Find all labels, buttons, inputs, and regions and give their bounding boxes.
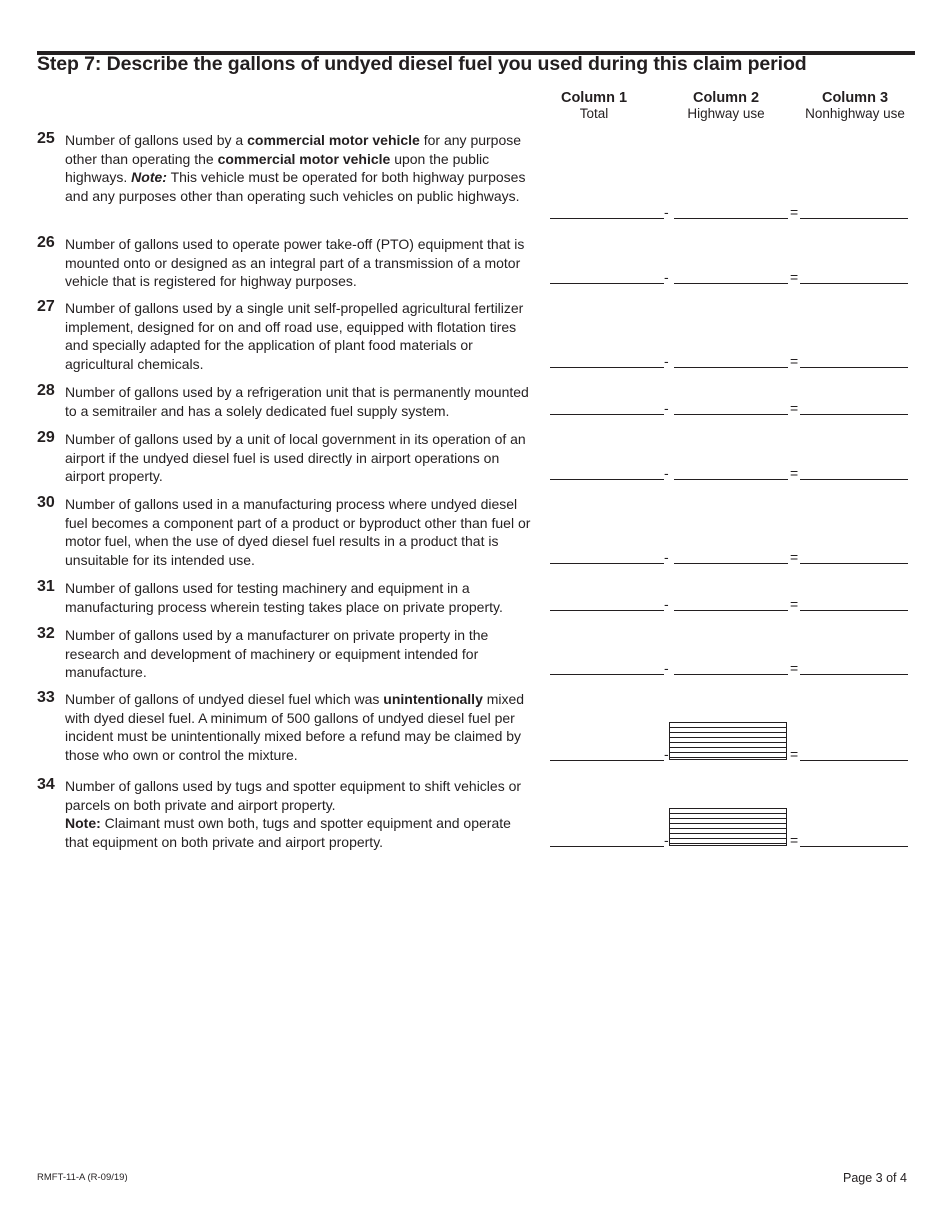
- description-text: Number of gallons used by a refrigeration unit that is permanently mounted to a semitrailer and has a solely dedicated fuel supply system.: [65, 384, 529, 419]
- minus-sign: -: [664, 832, 669, 848]
- line-30-column-1-field[interactable]: [550, 549, 664, 564]
- line-34-column-3-field[interactable]: [800, 832, 908, 847]
- line-31-column-2-field[interactable]: [674, 596, 788, 611]
- column-3-header: [795, 91, 915, 121]
- line-number: 26: [37, 234, 55, 251]
- column-1-subheading: Total: [579, 106, 609, 121]
- equals-sign: =: [790, 465, 799, 481]
- line-description: [65, 235, 537, 291]
- line-33-column-3-field[interactable]: [800, 746, 908, 761]
- line-28-column-3-field[interactable]: [800, 400, 908, 415]
- minus-sign: -: [664, 596, 669, 612]
- line-33-column-2-shaded: [669, 722, 787, 760]
- description-text: Number of gallons of undyed diesel fuel which was: [65, 691, 384, 707]
- line-description: [65, 690, 537, 765]
- line-31-column-3-field[interactable]: [800, 596, 908, 611]
- description-text: Number of gallons used by a manufacturer on private property in the research and development of machinery or equipment intended for manufacture.: [65, 627, 489, 681]
- minus-sign: -: [664, 353, 669, 369]
- line-description: [65, 299, 537, 374]
- description-text: Number of gallons used by a: [65, 132, 248, 148]
- line-26-column-3-field[interactable]: [800, 269, 908, 284]
- line-29-column-2-field[interactable]: [674, 465, 788, 480]
- line-description: [65, 495, 537, 570]
- minus-sign: -: [664, 746, 669, 762]
- equals-sign: =: [790, 549, 799, 565]
- line-33-column-1-field[interactable]: [550, 746, 664, 761]
- line-27-column-2-field[interactable]: [674, 353, 788, 368]
- equals-sign: =: [790, 746, 799, 762]
- line-number: 34: [37, 776, 55, 793]
- line-32-column-2-field[interactable]: [674, 660, 788, 675]
- line-30-column-2-field[interactable]: [674, 549, 788, 564]
- description-text: Number of gallons used by a unit of local government in its operation of an airport if the undyed diesel fuel is used directly in airport operations on airport property.: [65, 431, 526, 485]
- column-3-heading: Column 3: [821, 90, 889, 106]
- description-text: upon the public highways.: [65, 150, 490, 186]
- equals-sign: =: [790, 204, 799, 220]
- line-26-column-1-field[interactable]: [550, 269, 664, 284]
- emphasis-text: commercial motor vehicle: [217, 150, 391, 167]
- line-34-column-1-field[interactable]: [550, 832, 664, 847]
- line-description: [65, 131, 537, 206]
- column-2-heading: Column 2: [692, 90, 760, 106]
- line-description: [65, 383, 537, 420]
- emphasis-text: Note:: [65, 815, 101, 832]
- description-text: Number of gallons used for testing machinery and equipment in a manufacturing process wherein testing takes place on private property.: [65, 580, 503, 615]
- step-title: Step 7: Describe the gallons of undyed diesel fuel you used during this claim period: [37, 53, 807, 75]
- line-number: 29: [37, 429, 55, 446]
- emphasis-text: Note:: [131, 169, 167, 186]
- column-1-heading: Column 1: [560, 90, 628, 106]
- line-description: [65, 626, 537, 682]
- equals-sign: =: [790, 353, 799, 369]
- equals-sign: =: [790, 269, 799, 285]
- line-25-column-2-field[interactable]: [674, 204, 788, 219]
- line-32-column-3-field[interactable]: [800, 660, 908, 675]
- minus-sign: -: [664, 269, 669, 285]
- column-3-subheading: Nonhighway use: [805, 106, 905, 121]
- line-number: 25: [37, 130, 55, 147]
- page-number: Page 3 of 4: [843, 1171, 907, 1185]
- line-26-column-2-field[interactable]: [674, 269, 788, 284]
- form-id: RMFT-11-A (R-09/19): [37, 1172, 128, 1183]
- line-27-column-1-field[interactable]: [550, 353, 664, 368]
- description-text: Claimant must own both, tugs and spotter equipment and operate that equipment on both private and airport property.: [65, 815, 511, 851]
- line-32-column-1-field[interactable]: [550, 660, 664, 675]
- column-2-subheading: Highway use: [687, 106, 765, 121]
- line-30-column-3-field[interactable]: [800, 549, 908, 564]
- emphasis-text: unintentionally: [383, 691, 483, 707]
- line-29-column-1-field[interactable]: [550, 465, 664, 480]
- description-text: Number of gallons used by a single unit self-propelled agricultural fertilizer implement, designed for on and off road use, equipped with flotation tires and specially adapted for the application of plant food materials or agricultural chemicals.: [65, 300, 524, 373]
- line-29-column-3-field[interactable]: [800, 465, 908, 480]
- line-number: 31: [37, 578, 55, 595]
- line-28-column-1-field[interactable]: [550, 400, 664, 415]
- emphasis-text: commercial motor vehicle: [247, 132, 420, 148]
- equals-sign: =: [790, 400, 799, 416]
- line-number: 33: [37, 689, 55, 706]
- minus-sign: -: [664, 660, 669, 676]
- line-number: 28: [37, 382, 55, 399]
- equals-sign: =: [790, 660, 799, 676]
- column-1-header: [534, 91, 654, 121]
- line-description: [65, 579, 537, 616]
- line-34-column-2-shaded: [669, 808, 787, 846]
- equals-sign: =: [790, 832, 799, 848]
- description-text: Number of gallons used by tugs and spotter equipment to shift vehicles or parcels on both private and airport property.: [65, 778, 522, 813]
- line-25-column-3-field[interactable]: [800, 204, 908, 219]
- line-description: [65, 777, 537, 852]
- description-text: Number of gallons used to operate power take-off (PTO) equipment that is mounted onto or designed as an integral part of a transmission of a motor vehicle that is registered for highway purposes.: [65, 236, 525, 290]
- line-31-column-1-field[interactable]: [550, 596, 664, 611]
- column-2-header: [666, 91, 786, 121]
- line-number: 32: [37, 625, 55, 642]
- description-text: Number of gallons used in a manufacturing process where undyed diesel fuel becomes a component part of a product or byproduct other than fuel or motor fuel, when the use of dyed diesel fuel results in a product that is unsuitable for its intended use.: [65, 496, 531, 569]
- description-text: This vehicle must be operated for both highway purposes and any purposes other than operating such vehicles on public highways.: [65, 169, 526, 205]
- description-text: for any purpose other than operating the: [65, 132, 522, 167]
- line-27-column-3-field[interactable]: [800, 353, 908, 368]
- line-28-column-2-field[interactable]: [674, 400, 788, 415]
- minus-sign: -: [664, 549, 669, 565]
- line-25-column-1-field[interactable]: [550, 204, 664, 219]
- minus-sign: -: [664, 400, 669, 416]
- minus-sign: -: [664, 204, 669, 220]
- line-description: [65, 430, 537, 486]
- minus-sign: -: [664, 465, 669, 481]
- line-number: 30: [37, 494, 55, 511]
- equals-sign: =: [790, 596, 799, 612]
- description-text: mixed with dyed diesel fuel. A minimum of 500 gallons of undyed diesel fuel per incident must be unintentionally mixed before a refund may be claimed by those who own or control the mixture.: [65, 691, 525, 764]
- line-number: 27: [37, 298, 55, 315]
